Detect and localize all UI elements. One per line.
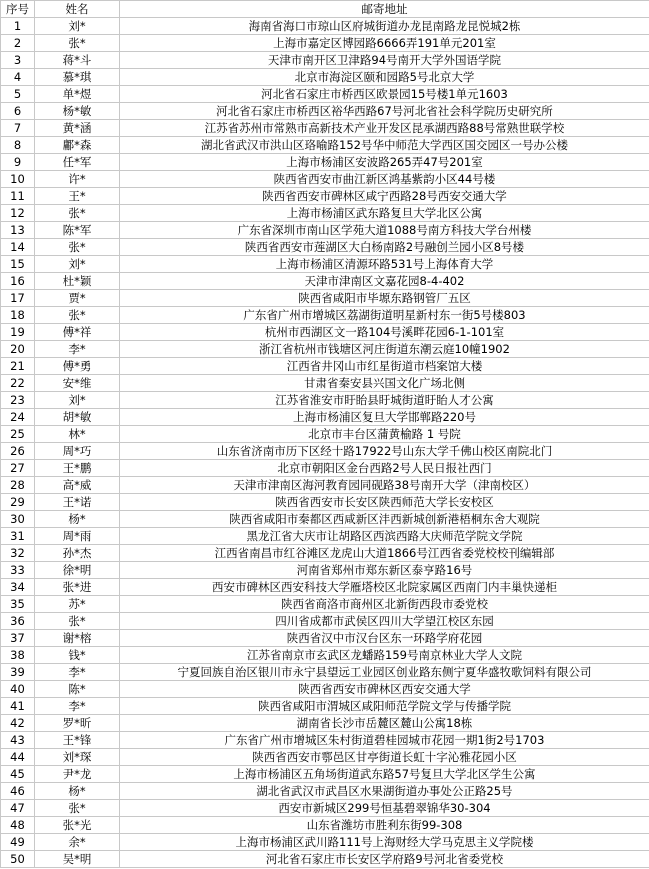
row-index-cell: 19 [1, 324, 35, 341]
table-row [1, 409, 649, 426]
row-index-cell: 25 [1, 426, 35, 443]
table-row [1, 749, 649, 766]
row-index-cell: 17 [1, 290, 35, 307]
row-index-cell: 27 [1, 460, 35, 477]
row-index-cell: 45 [1, 766, 35, 783]
row-index-cell: 18 [1, 307, 35, 324]
row-index-cell: 36 [1, 613, 35, 630]
row-address-cell: 杭州市西湖区文一路104号溪畔花园6-1-101室 [120, 324, 649, 341]
row-index-cell: 3 [1, 52, 35, 69]
row-name-cell: 杜*颖 [35, 273, 120, 290]
table-row [1, 562, 649, 579]
row-index-cell: 28 [1, 477, 35, 494]
table-row [1, 307, 649, 324]
row-address-cell: 上海市嘉定区博园路6666弄191单元201室 [120, 35, 649, 52]
row-name-cell: 王*鹏 [35, 460, 120, 477]
row-name-cell: 黄*涵 [35, 120, 120, 137]
row-address-cell: 河北省石家庄市桥西区欧景园15号楼1单元1603 [120, 86, 649, 103]
row-address-cell: 江苏省南京市玄武区龙蟠路159号南京林业大学人文院 [120, 647, 649, 664]
row-name-cell: 刘* [35, 392, 120, 409]
row-index-cell: 20 [1, 341, 35, 358]
row-name-cell: 陈*军 [35, 222, 120, 239]
row-name-cell: 鄘*森 [35, 137, 120, 154]
row-name-cell: 张* [35, 239, 120, 256]
table-row [1, 341, 649, 358]
table-row [1, 154, 649, 171]
row-index-cell: 42 [1, 715, 35, 732]
row-name-cell: 许* [35, 171, 120, 188]
row-name-cell: 吴*明 [35, 851, 120, 868]
row-index-cell: 2 [1, 35, 35, 52]
table-row [1, 766, 649, 783]
row-name-cell: 钱* [35, 647, 120, 664]
table-row [1, 273, 649, 290]
row-name-cell: 杨*敏 [35, 103, 120, 120]
row-name-cell: 单*煜 [35, 86, 120, 103]
table-row [1, 324, 649, 341]
row-index-cell: 35 [1, 596, 35, 613]
table-row [1, 86, 649, 103]
row-address-cell: 江西省井冈山市红星街道市档案馆大楼 [120, 358, 649, 375]
row-name-cell: 安*维 [35, 375, 120, 392]
row-name-cell: 慕*琪 [35, 69, 120, 86]
row-address-cell: 湖南省长沙市岳麓区麓山公寓18栋 [120, 715, 649, 732]
table-row [1, 256, 649, 273]
row-index-cell: 24 [1, 409, 35, 426]
row-name-cell: 余* [35, 834, 120, 851]
row-index-cell: 39 [1, 664, 35, 681]
row-address-cell: 河南省郑州市郑东新区泰亨路16号 [120, 562, 649, 579]
row-index-cell: 47 [1, 800, 35, 817]
row-name-cell: 张* [35, 35, 120, 52]
row-index-cell: 5 [1, 86, 35, 103]
row-index-cell: 4 [1, 69, 35, 86]
row-name-cell: 杨* [35, 511, 120, 528]
table-row [1, 783, 649, 800]
row-index-cell: 48 [1, 817, 35, 834]
row-address-cell: 宁夏回族自治区银川市永宁县望远工业园区创业路东侧宁夏华盛牧歌饲料有限公司 [120, 664, 649, 681]
row-address-cell: 陕西省西安市曲江新区鸿基紫韵小区44号楼 [120, 171, 649, 188]
row-name-cell: 尹*龙 [35, 766, 120, 783]
table-row [1, 664, 649, 681]
row-address-cell: 陕西省商洛市商州区北新街西段市委党校 [120, 596, 649, 613]
row-index-cell: 34 [1, 579, 35, 596]
row-name-cell: 任*军 [35, 154, 120, 171]
row-name-cell: 张* [35, 205, 120, 222]
table-row [1, 613, 649, 630]
row-index-cell: 50 [1, 851, 35, 868]
table-row [1, 69, 649, 86]
row-index-cell: 46 [1, 783, 35, 800]
table-row [1, 800, 649, 817]
table-row [1, 681, 649, 698]
row-name-cell: 刘* [35, 18, 120, 35]
header-row [1, 1, 649, 18]
row-name-cell: 傅*勇 [35, 358, 120, 375]
header-index: 序号 [1, 1, 35, 18]
row-name-cell: 罗*昕 [35, 715, 120, 732]
row-index-cell: 29 [1, 494, 35, 511]
table-row [1, 647, 649, 664]
table-row [1, 392, 649, 409]
row-address-cell: 上海市杨浦区复旦大学邯郸路220号 [120, 409, 649, 426]
row-name-cell: 王*诺 [35, 494, 120, 511]
row-address-cell: 上海市杨浦区安波路265弄47号201室 [120, 154, 649, 171]
table-row [1, 460, 649, 477]
table-row [1, 52, 649, 69]
row-address-cell: 北京市海淀区颐和园路5号北京大学 [120, 69, 649, 86]
row-address-cell: 陕西省西安市长安区陕西师范大学长安校区 [120, 494, 649, 511]
row-address-cell: 西安市碑林区西安科技大学雁塔校区北院家属区西南门内丰巢快递柜 [120, 579, 649, 596]
row-index-cell: 10 [1, 171, 35, 188]
row-index-cell: 6 [1, 103, 35, 120]
table-row [1, 426, 649, 443]
row-address-cell: 河北省石家庄市桥西区裕华西路67号河北省社会科学院历史研究所 [120, 103, 649, 120]
table-row [1, 103, 649, 120]
row-name-cell: 张*进 [35, 579, 120, 596]
row-index-cell: 12 [1, 205, 35, 222]
row-index-cell: 38 [1, 647, 35, 664]
row-name-cell: 周*雨 [35, 528, 120, 545]
table-row [1, 732, 649, 749]
row-address-cell: 江苏省苏州市常熟市高新技术产业开发区昆承湖西路88号常熟世联学校 [120, 120, 649, 137]
row-index-cell: 14 [1, 239, 35, 256]
row-address-cell: 江苏省淮安市盱眙县盱城街道盱眙人才公寓 [120, 392, 649, 409]
table-row [1, 18, 649, 35]
table-row [1, 239, 649, 256]
row-address-cell: 广东省广州市增城区荔湖街道明星新村东一街5号楼803 [120, 307, 649, 324]
row-address-cell: 陕西省西安市鄠邑区甘亭街道长虹十字沁雅花园小区 [120, 749, 649, 766]
table-row [1, 817, 649, 834]
row-address-cell: 黑龙江省大庆市让胡路区西滨西路大庆师范学院文学院 [120, 528, 649, 545]
row-address-cell: 北京市丰台区蒲黄榆路 1 号院 [120, 426, 649, 443]
row-index-cell: 44 [1, 749, 35, 766]
row-index-cell: 13 [1, 222, 35, 239]
row-name-cell: 苏* [35, 596, 120, 613]
row-name-cell: 胡*敏 [35, 409, 120, 426]
row-index-cell: 21 [1, 358, 35, 375]
row-name-cell: 谢*榕 [35, 630, 120, 647]
row-name-cell: 张* [35, 800, 120, 817]
row-address-cell: 西安市新城区299号恒基碧翠锦华30-304 [120, 800, 649, 817]
row-index-cell: 32 [1, 545, 35, 562]
row-name-cell: 张* [35, 307, 120, 324]
row-address-cell: 甘肃省秦安县兴国文化广场北侧 [120, 375, 649, 392]
table-row [1, 205, 649, 222]
row-index-cell: 40 [1, 681, 35, 698]
row-index-cell: 8 [1, 137, 35, 154]
row-name-cell: 孙*杰 [35, 545, 120, 562]
row-address-cell: 上海市杨浦区武东路复旦大学北区公寓 [120, 205, 649, 222]
table-row [1, 528, 649, 545]
row-name-cell: 徐*明 [35, 562, 120, 579]
table-row [1, 511, 649, 528]
table-row [1, 596, 649, 613]
row-address-cell: 天津市津南区海河教育园同砚路38号南开大学（津南校区） [120, 477, 649, 494]
header-name: 姓名 [35, 1, 120, 18]
row-name-cell: 杨* [35, 783, 120, 800]
table-row [1, 171, 649, 188]
row-index-cell: 37 [1, 630, 35, 647]
table-row [1, 443, 649, 460]
table-row [1, 222, 649, 239]
row-index-cell: 30 [1, 511, 35, 528]
table-row [1, 120, 649, 137]
row-address-cell: 陕西省西安市碑林区咸宁西路28号西安交通大学 [120, 188, 649, 205]
row-address-cell: 陕西省汉中市汉台区东一环路学府花园 [120, 630, 649, 647]
row-index-cell: 41 [1, 698, 35, 715]
row-address-cell: 湖北省武汉市洪山区珞喻路152号华中师范大学西区国交园区一号办公楼 [120, 137, 649, 154]
table-row [1, 35, 649, 52]
row-name-cell: 林* [35, 426, 120, 443]
row-index-cell: 43 [1, 732, 35, 749]
row-address-cell: 上海市杨浦区五角场街道武东路57号复旦大学北区学生公寓 [120, 766, 649, 783]
row-index-cell: 1 [1, 18, 35, 35]
row-name-cell: 刘*琛 [35, 749, 120, 766]
row-name-cell: 贾* [35, 290, 120, 307]
row-address-cell: 四川省成都市武侯区四川大学望江校区东园 [120, 613, 649, 630]
table-row [1, 630, 649, 647]
row-address-cell: 山东省济南市历下区经十路17922号山东大学千佛山校区南院北门 [120, 443, 649, 460]
table-row [1, 290, 649, 307]
row-name-cell: 王* [35, 188, 120, 205]
table-row [1, 545, 649, 562]
row-address-cell: 海南省海口市琼山区府城街道办龙昆南路龙昆悦城2栋 [120, 18, 649, 35]
row-name-cell: 傅*祥 [35, 324, 120, 341]
table-row [1, 579, 649, 596]
row-index-cell: 9 [1, 154, 35, 171]
row-name-cell: 周*巧 [35, 443, 120, 460]
row-address-cell: 广东省深圳市南山区学苑大道1088号南方科技大学台州楼 [120, 222, 649, 239]
row-index-cell: 23 [1, 392, 35, 409]
table-row [1, 137, 649, 154]
table-row [1, 188, 649, 205]
row-address-cell: 浙江省杭州市钱塘区河庄街道东潮云庭10幢1902 [120, 341, 649, 358]
table-row [1, 834, 649, 851]
row-address-cell: 陕西省咸阳市毕塬东路钢管厂五区 [120, 290, 649, 307]
table-body [1, 18, 649, 868]
row-address-cell: 广东省广州市增城区朱村街道碧桂园城市花园一期1街2号1703 [120, 732, 649, 749]
row-index-cell: 49 [1, 834, 35, 851]
row-address-cell: 江西省南昌市红谷滩区龙虎山大道1866号江西省委党校校刊编辑部 [120, 545, 649, 562]
row-address-cell: 山东省潍坊市胜利东街99-308 [120, 817, 649, 834]
row-name-cell: 李* [35, 341, 120, 358]
row-index-cell: 26 [1, 443, 35, 460]
table-row [1, 358, 649, 375]
row-address-cell: 天津市南开区卫津路94号南开大学外国语学院 [120, 52, 649, 69]
row-name-cell: 陈* [35, 681, 120, 698]
row-name-cell: 高*威 [35, 477, 120, 494]
row-name-cell: 李* [35, 698, 120, 715]
row-address-cell: 天津市津南区文嘉花园8-4-402 [120, 273, 649, 290]
row-name-cell: 刘* [35, 256, 120, 273]
row-index-cell: 33 [1, 562, 35, 579]
table-row [1, 698, 649, 715]
row-name-cell: 张*光 [35, 817, 120, 834]
header-address: 邮寄地址 [120, 1, 649, 18]
table-row [1, 851, 649, 868]
row-address-cell: 陕西省咸阳市秦都区西咸新区沣西新城创新港梧桐东舍大观院 [120, 511, 649, 528]
row-address-cell: 陕西省西安市莲湖区大白杨南路2号融创兰园小区8号楼 [120, 239, 649, 256]
row-index-cell: 11 [1, 188, 35, 205]
row-index-cell: 16 [1, 273, 35, 290]
row-address-cell: 陕西省西安市碑林区西安交通大学 [120, 681, 649, 698]
row-address-cell: 上海市杨浦区清源环路531号上海体育大学 [120, 256, 649, 273]
table-row [1, 494, 649, 511]
table-row [1, 715, 649, 732]
row-name-cell: 张* [35, 613, 120, 630]
row-index-cell: 22 [1, 375, 35, 392]
row-address-cell: 北京市朝阳区金台西路2号人民日报社西门 [120, 460, 649, 477]
table-row [1, 375, 649, 392]
row-name-cell: 李* [35, 664, 120, 681]
row-name-cell: 王*锋 [35, 732, 120, 749]
row-index-cell: 7 [1, 120, 35, 137]
row-address-cell: 湖北省武汉市武昌区水果湖街道办事处公正路25号 [120, 783, 649, 800]
row-address-cell: 河北省石家庄市长安区学府路9号河北省委党校 [120, 851, 649, 868]
row-address-cell: 上海市杨浦区武川路111号上海财经大学马克思主义学院楼 [120, 834, 649, 851]
row-index-cell: 31 [1, 528, 35, 545]
row-address-cell: 陕西省咸阳市渭城区咸阳师范学院文学与传播学院 [120, 698, 649, 715]
table-row [1, 477, 649, 494]
row-index-cell: 15 [1, 256, 35, 273]
row-name-cell: 蒋*斗 [35, 52, 120, 69]
